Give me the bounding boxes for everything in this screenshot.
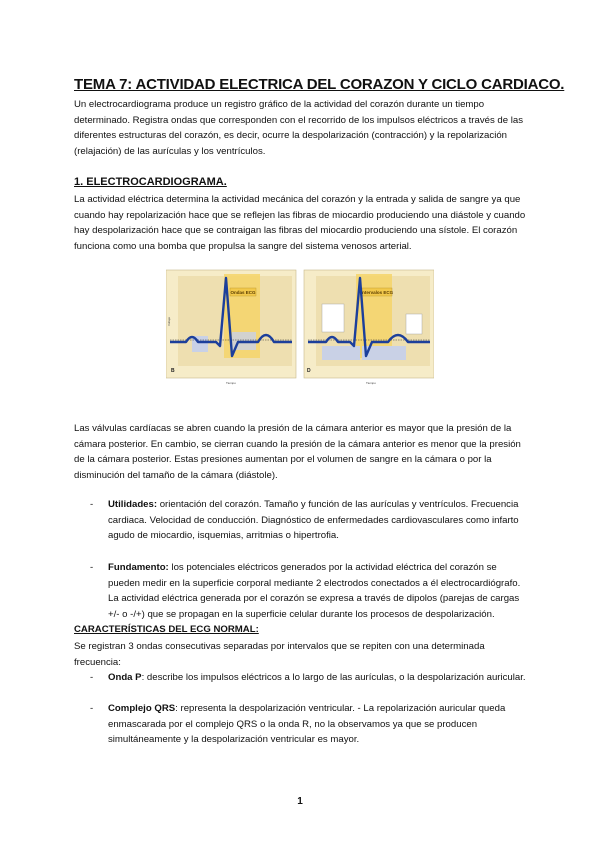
- left-panel-label: Ondas ECG: [230, 290, 256, 295]
- item-label: Onda P: [108, 672, 142, 683]
- item-label: Complejo QRS: [108, 703, 176, 714]
- right-panel-letter: D: [307, 368, 311, 374]
- item-body: : describe los impulsos eléctricos a lo largo de las aurículas, o la despolarización auricular.: [141, 672, 526, 683]
- left-panel-letter: B: [171, 368, 175, 374]
- bullet-utilidades: [108, 497, 528, 544]
- bullet-marker: -: [90, 672, 94, 683]
- section-heading-ecg-normal: CARACTERÍSTICAS DEL ECG NORMAL:: [74, 624, 259, 635]
- item-onda-p: [108, 670, 528, 686]
- ecg-waves-panel: [166, 270, 296, 378]
- bullet-marker: -: [90, 703, 94, 714]
- x-axis-label-right: Tiempo: [366, 381, 376, 385]
- item-body: : representa la despolarización ventricular. - La repolarización auricular queda enmascarada por el complejo QRS o la onda R, no la observamos ya que se producen simultáneamente y la despolarización ventricular es mayor.: [108, 703, 506, 746]
- bullet-label: Fundamento:: [108, 562, 169, 573]
- right-panel-label: Intervalos ECG: [360, 290, 394, 295]
- section-heading-electrocardiograma: 1. ELECTROCARDIOGRAMA.: [74, 176, 227, 188]
- bullet-marker: -: [90, 562, 94, 573]
- x-axis-label-left: Tiempo: [226, 381, 236, 385]
- valves-paragraph: Las válvulas cardíacas se abren cuando la presión de la cámara anterior es mayor que la presión de la cámara posterior. En cambio, se cierran cuando la presión de la cámara anterior es menor que la presión de la cámara posterior. Estas presiones aumentan por el volumen de sangre en la cámara o por la disminución del tamaño de la cámara (diástole).: [74, 423, 521, 481]
- bullet-label: Utilidades:: [108, 499, 158, 510]
- bullet-body: orientación del corazón. Tamaño y función de las aurículas y ventrículos. Frecuencia cardiaca. Velocidad de conducción. Diagnóstico de enfermedades cardiovasculares como infarto agudo de miocardio, isquemias, arritmias o hipertrofia.: [108, 499, 519, 542]
- intro-paragraph: Un electrocardiograma produce un registro gráfico de la actividad del corazón durante un tiempo determinado. Registra ondas que corresponden con el recorrido de los impulsos eléctricos a través de las diferentes estructuras del corazón, es decir, ocurre la despolarización (contracción) y la repolarización (relajación) de las aurículas y los ventrículos.: [74, 99, 524, 157]
- bullet-marker: -: [90, 499, 94, 510]
- page-title: TEMA 7: ACTIVIDAD ELECTRICA DEL CORAZON Y CICLO CARDIACO.: [74, 76, 565, 93]
- ecg-intervals-panel: [304, 270, 434, 385]
- bullet-fundamento: [108, 560, 528, 622]
- ecg-figure: [166, 268, 434, 386]
- ecg-normal-intro: Se registran 3 ondas consecutivas separadas por intervalos que se repiten con una determinada frecuencia:: [74, 641, 485, 668]
- bullet-body: los potenciales eléctricos generados por la actividad eléctrica del corazón se pueden medir en la superficie corporal mediante 2 electrodos conectados a él electrocardiógrafo. La actividad eléctrica generada por el corazón se expresa a través de dipolos (parejas de cargas +/- o -/+) que se propagan en la superficie celular durante los procesos de despolarización.: [108, 562, 521, 620]
- page-number: 1: [297, 796, 303, 807]
- item-complejo-qrs: [108, 701, 528, 748]
- section1-paragraph: La actividad eléctrica determina la actividad mecánica del corazón y la entrada y salida de sangre ya que cuando hay repolarización hace que se reflejen las fibras de miocardio produciendo una diástole y cuando hay despolarización hace que se contraigan las fibras del miocardio produciendo una sístole. El corazón funciona como una bomba que propulsa la sangre del sistema venosos arterial.: [74, 194, 526, 252]
- y-axis-label-left: Voltaje: [167, 316, 171, 326]
